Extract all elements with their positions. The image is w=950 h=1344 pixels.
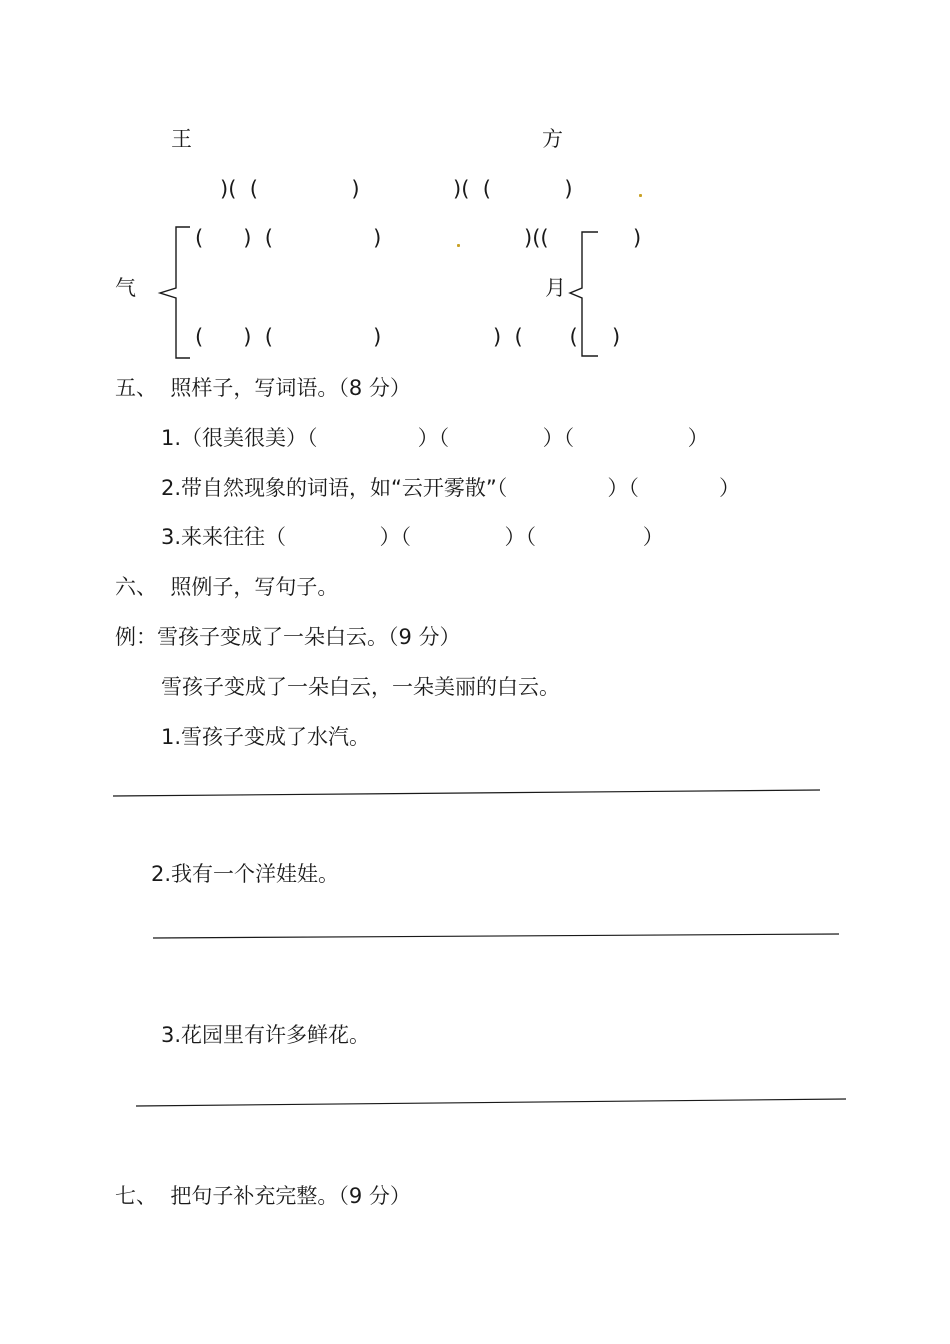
section6-item: 2.我有一个洋娃娃。: [151, 862, 340, 886]
left-brace: [160, 227, 190, 358]
section5-item: 3.来来往往（ ）（ ）（ ）: [161, 525, 664, 549]
char-qi: 气: [115, 276, 136, 300]
section7-title: 七、 把句子补充完整。（9 分）: [115, 1184, 411, 1208]
row2-right-end: ): [633, 226, 642, 250]
char-yue: 月: [545, 276, 566, 300]
section6-example-answer: 雪孩子变成了一朵白云，一朵美丽的白云。: [161, 675, 560, 699]
char-fang: 方: [542, 127, 563, 151]
char-wang: 王: [171, 127, 192, 151]
section5-item: 2.带自然现象的词语，如“云开雾散”（ ）（ ）: [161, 476, 741, 500]
answer-line-2: [153, 934, 839, 938]
row2-left-brackets: ( ) ( ): [195, 226, 382, 250]
answer-line-3: [136, 1099, 846, 1106]
section6-title: 六、 照例子，写句子。: [115, 575, 339, 599]
section6-example-label: 例：雪孩子变成了一朵白云。（9 分）: [115, 625, 461, 649]
section6-item: 1.雪孩子变成了水汽。: [161, 725, 371, 749]
answer-line-1: [113, 790, 820, 796]
mark-dot: [457, 244, 460, 247]
row1-right-brackets: )( ( ): [453, 177, 573, 201]
section6-item: 3.花园里有许多鲜花。: [161, 1023, 371, 1047]
section5-title: 五、 照样子，写词语。（8 分）: [115, 376, 411, 400]
row1-left-brackets: )( ( ): [220, 177, 360, 201]
section5-item: 1.（很美很美）（ ）（ ）（ ）: [161, 426, 709, 450]
row3-right-end: ): [612, 325, 621, 349]
row3-right-brackets: ) ( (: [493, 325, 578, 349]
mark-dot: [639, 194, 642, 197]
row3-left-brackets: ( ) ( ): [195, 325, 382, 349]
row2-right-brackets: )((: [524, 226, 549, 250]
